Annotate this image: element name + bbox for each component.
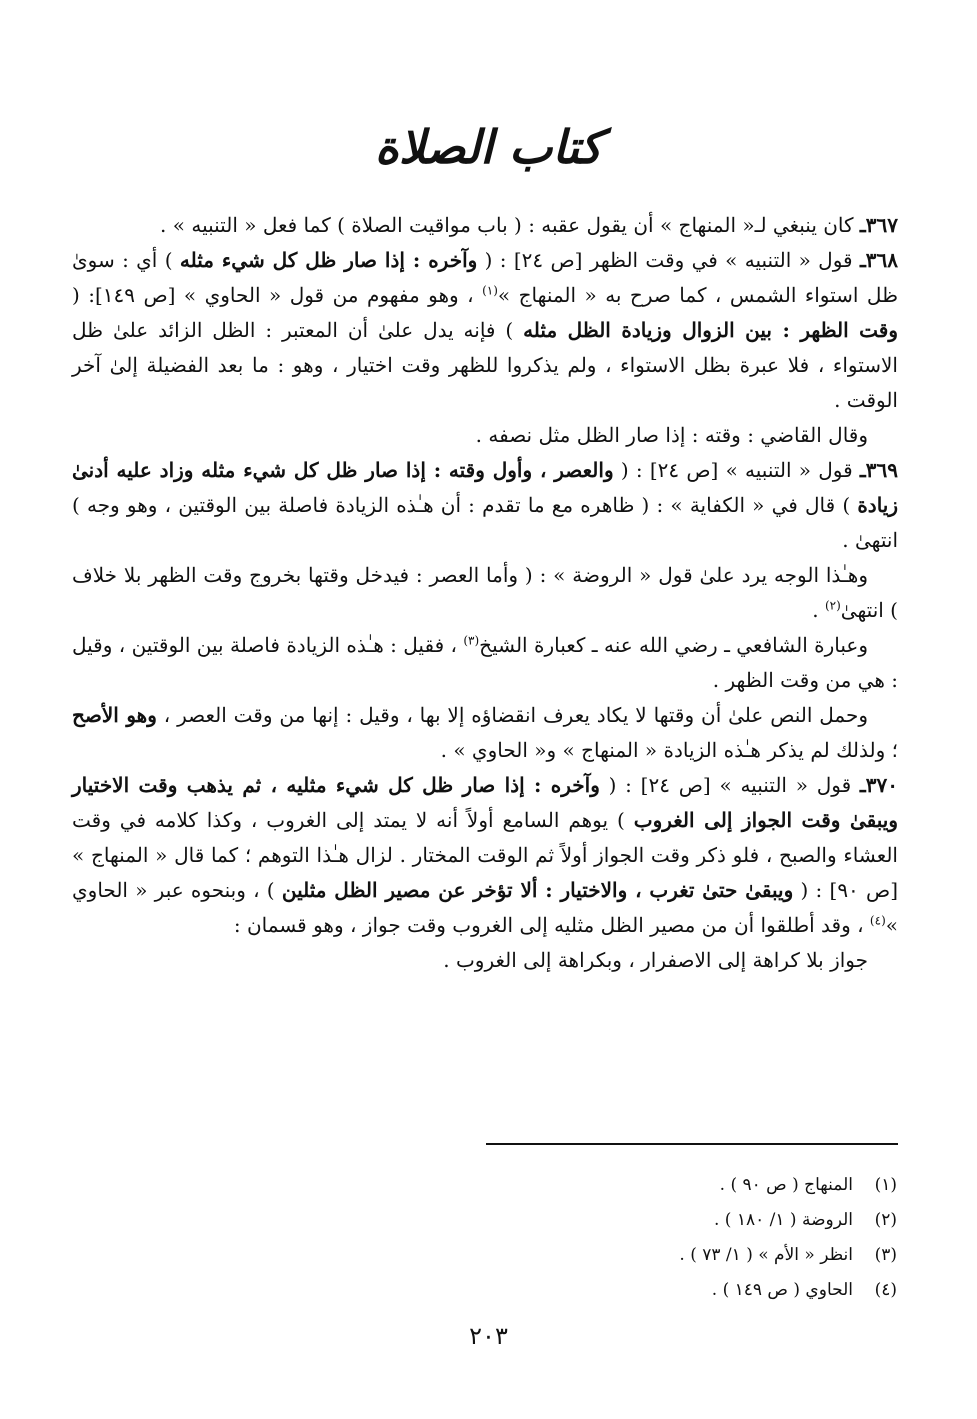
text-run: وحمل النص علىٰ أن وقتها لا يكاد يعرف انقضاؤه إلا بها ، وقيل : إنها من وقت العصر ، — [163, 703, 869, 727]
paragraph-369 — [72, 453, 898, 558]
paragraph-368 — [72, 243, 898, 418]
footnote-ref-1[interactable]: (١) — [482, 283, 498, 298]
text-run: . — [812, 598, 819, 622]
text-run: ، وهو مفهوم من قول « الحاوي » [ص ١٤٩]: ( — [72, 283, 474, 307]
text-run: ) قال في « الكفاية » : ( ظاهره مع ما تقدم : أن هـٰذه الزيادة فاصلة بين الوقتين ، وهو وجه ) انتهىٰ . — [72, 493, 898, 552]
quoted-text: وآخره : إذا صار ظل كل شيء مثليه ، ثم يذهب وقت الاختيار ويبقىٰ وقت الجواز إلى الغروب — [72, 773, 898, 832]
footnote-text: الروضة ( ١/ ١٨٠ ) . — [713, 1210, 853, 1230]
text-run: قول « التنبيه » [ص ٢٤] : ( — [620, 458, 853, 482]
text-run: ، وقد أطلقوا أن من مصير الظل مثليه إلى الغروب وقت جواز ، وهو قسمان : — [233, 913, 864, 937]
footnote — [297, 1238, 897, 1273]
footnote-number: (٤) — [874, 1280, 897, 1300]
entry-number: ٣٧٠ـ — [859, 773, 899, 797]
footnote-ref-3[interactable]: (٣) — [463, 633, 480, 648]
paragraph-367 — [72, 208, 898, 243]
footnote-text: انظر « الأم » ( ١/ ٧٣ ) . — [679, 1245, 853, 1265]
quoted-text: وقت الظهر : بين الزوال وزيادة الظل مثله — [523, 318, 898, 342]
footnote-number: (٢) — [874, 1210, 897, 1230]
chapter-title: كتاب الصلاة — [374, 120, 603, 174]
paragraph-qadi: وقال القاضي : وقته : إذا صار الظل مثل نصفه . — [475, 423, 868, 447]
footnotes — [297, 1168, 897, 1308]
paragraph-370 — [72, 768, 898, 943]
footnote — [297, 1168, 897, 1203]
footnote-divider — [486, 1143, 898, 1145]
footnote-text: الحاوي ( ص ١٤٩ ) . — [711, 1280, 853, 1300]
paragraph-text: كان ينبغي لـ« المنهاج » أن يقول عقبه : ( باب مواقيت الصلاة ) كما فعل « التنبيه » . — [160, 213, 854, 237]
quoted-text: والعصر ، وأول وقته : إذا صار ظل كل شيء مثله وزاد عليه أدنىٰ زيادة — [72, 458, 899, 517]
emphasis-text: وهو الأصح — [72, 703, 157, 727]
footnote — [297, 1203, 897, 1238]
text-run: ) أي : سوىٰ ظل استواء الشمس ، كما صرح به « المنهاج » — [72, 248, 898, 307]
paragraph-haml — [72, 698, 898, 768]
paragraph-shafii — [72, 628, 898, 698]
footnote — [297, 1273, 897, 1308]
paragraph-wajh — [72, 558, 898, 628]
footnote-text: المنهاج ( ص ٩٠ ) . — [719, 1175, 853, 1195]
text-run: ) فإنه يدل علىٰ أن المعتبر : الظل الزائد علىٰ ظل الاستواء ، فلا عبرة بظل الاستواء ، ولم يذكروا للظهر وقت اختيار ، وهو : ما بعد الفضيلة إلىٰ آخر الوقت . — [72, 318, 898, 412]
entry-number: ٣٦٨ـ — [859, 248, 899, 272]
page-number: ٢٠٣ — [469, 1322, 508, 1350]
text-run: وهـٰذا الوجه يرد علىٰ قول « الروضة » : ( وأما العصر : فيدخل وقتها بخروج وقت الظهر بلا خلاف ) انتهىٰ — [72, 563, 898, 622]
text-run: ) ، وبنحوه عبر « الحاوي » — [72, 878, 898, 937]
text-run: ؛ ولذلك لم يذكر هـٰذه الزيادة « المنهاج » و« الحاوي » . — [440, 738, 898, 762]
quoted-text: وآخره : إذا صار ظل كل شيء مثله — [179, 248, 478, 272]
quoted-text: ويبقىٰ حتىٰ تغرب ، والاختيار : ألا تؤخر عن مصير الظل مثلين — [281, 878, 794, 902]
text-run: ) يوهم السامع أولاً أنه لا يمتد إلى الغروب ، وكذا كلامه في وقت العشاء والصبح ، فلو ذكر وقت الجواز أولاً ثم الوقت المختار . لزال هـٰذا التوهم ؛ كما قال « المنهاج » [ص ٩٠] : ( — [72, 808, 899, 902]
text-run: قول « التنبيه » [ص ٢٤] : ( — [608, 773, 852, 797]
footnote-ref-2[interactable]: (٢) — [824, 598, 841, 613]
entry-number: ٣٦٧ـ — [859, 213, 898, 237]
entry-number: ٣٦٩ـ — [859, 458, 899, 482]
footnote-number: (١) — [874, 1175, 897, 1195]
footnote-number: (٣) — [874, 1245, 897, 1265]
main-text — [72, 208, 898, 978]
text-run: ، فقيل : هـٰذه الزيادة فاصلة بين الوقتين ، وقيل : هي من وقت الظهر . — [72, 633, 898, 692]
text-run: وعبارة الشافعي ـ رضي الله عنه ـ كعبارة الشيخ — [479, 633, 868, 657]
paragraph-jawaz: جواز بلا كراهة إلى الاصفرار ، وبكراهة إلى الغروب . — [443, 948, 868, 972]
text-run: قول « التنبيه » في وقت الظهر [ص ٢٤] : ( — [484, 248, 853, 272]
footnote-ref-4[interactable]: (٤) — [869, 913, 886, 928]
